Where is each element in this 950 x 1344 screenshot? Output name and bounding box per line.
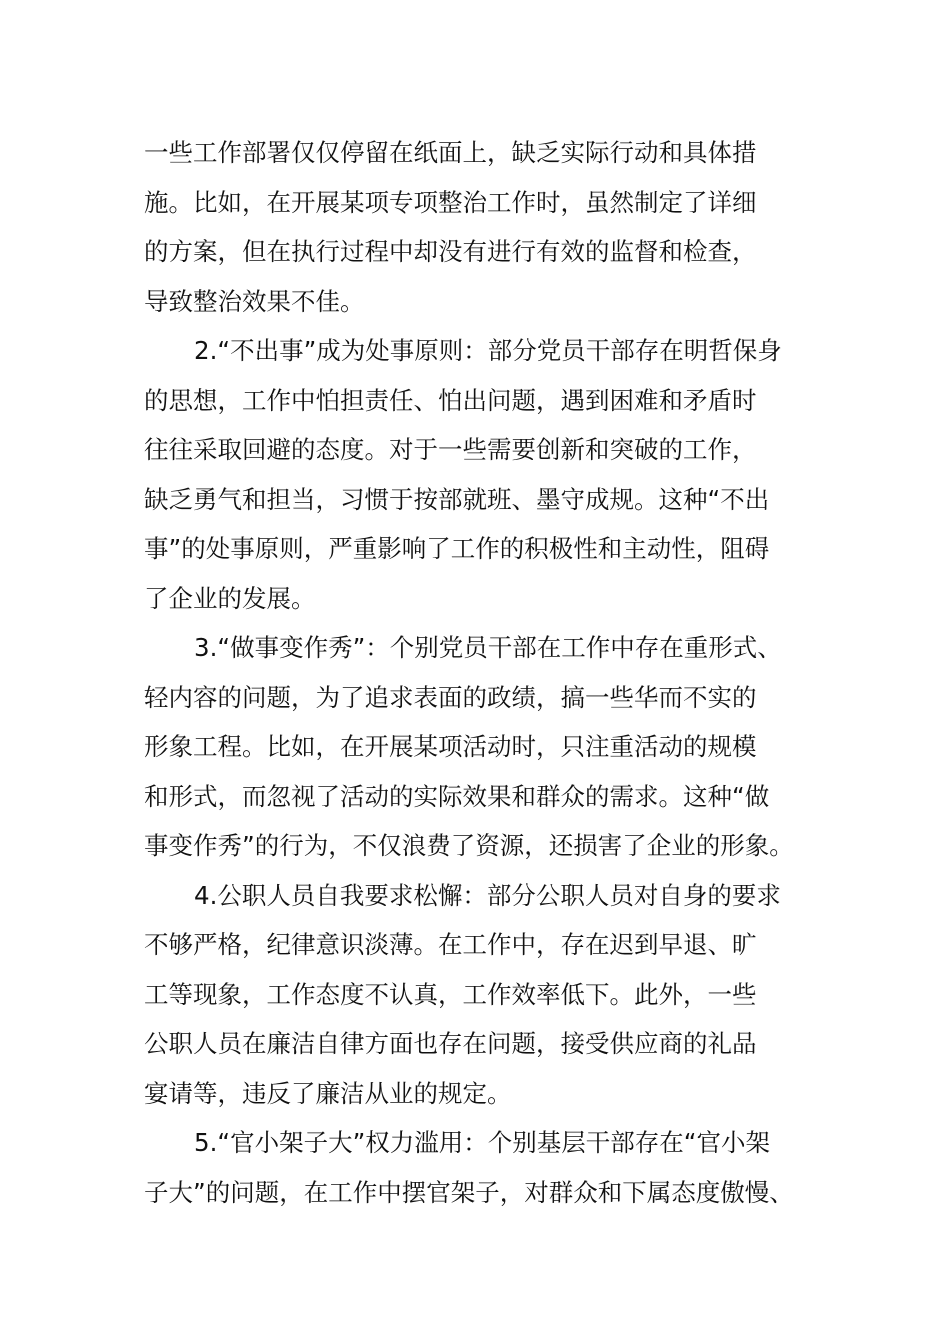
text-line-first: 5.“官小架子大”权力滥用：个别基层干部存在“官小架: [194, 1128, 770, 1157]
text-line: 缺乏勇气和担当，习惯于按部就班、墨守成规。这种“不出: [144, 484, 770, 514]
paragraph-2-bu-chu-shi: [144, 326, 814, 623]
text-line: 公职人员在廉洁自律方面也存在问题，接受供应商的礼品: [144, 1029, 757, 1058]
text-line: 形象工程。比如，在开展某项活动时，只注重活动的规模: [144, 732, 757, 761]
text-line: 事变作秀”的行为，不仅浪费了资源，还损害了企业的形象。: [144, 831, 794, 860]
paragraph-1-continuation: [144, 128, 814, 326]
text-line: 事”的处事原则，严重影响了工作的积极性和主动性，阻碍: [144, 534, 770, 563]
text-line: 子大”的问题，在工作中摆官架子，对群众和下属态度傲慢、: [144, 1177, 794, 1207]
text-line-first: 3.“做事变作秀”：个别党员干部在工作中存在重形式、: [194, 633, 782, 662]
text-line: 工等现象，工作态度不认真，工作效率低下。此外，一些: [144, 979, 757, 1009]
document-body: [144, 128, 814, 1217]
text-line: 轻内容的问题，为了追求表面的政绩，搞一些华而不实的: [144, 682, 757, 712]
text-line: 宴请等，违反了廉洁从业的规定。: [144, 1078, 512, 1108]
text-line: 了企业的发展。: [144, 583, 316, 613]
text-line-first: 2.“不出事”成为处事原则：部分党员干部存在明哲保身: [194, 336, 782, 365]
text-line: 往往采取回避的态度。对于一些需要创新和突破的工作，: [144, 435, 757, 464]
text-line: 施。比如，在开展某项专项整治工作时，虽然制定了详细: [144, 187, 757, 217]
text-line-first: 4.公职人员自我要求松懈：部分公职人员对自身的要求: [194, 880, 781, 910]
text-line: 的思想，工作中怕担责任、怕出问题，遇到困难和矛盾时: [144, 385, 757, 415]
text-line: 和形式，而忽视了活动的实际效果和群众的需求。这种“做: [144, 781, 770, 811]
paragraph-5-guan-xiao-jia-zi-da: [144, 1118, 814, 1217]
text-line: 不够严格，纪律意识淡薄。在工作中，存在迟到早退、旷: [144, 930, 757, 959]
paragraph-4-zi-wo-yao-qiu: [144, 871, 814, 1119]
text-line: 导致整治效果不佳。: [144, 286, 365, 316]
paragraph-3-zuo-shi-bian-zuo-xiu: [144, 623, 814, 871]
text-line: 一些工作部署仅仅停留在纸面上，缺乏实际行动和具体措: [144, 138, 757, 167]
text-line: 的方案，但在执行过程中却没有进行有效的监督和检查，: [144, 237, 757, 266]
